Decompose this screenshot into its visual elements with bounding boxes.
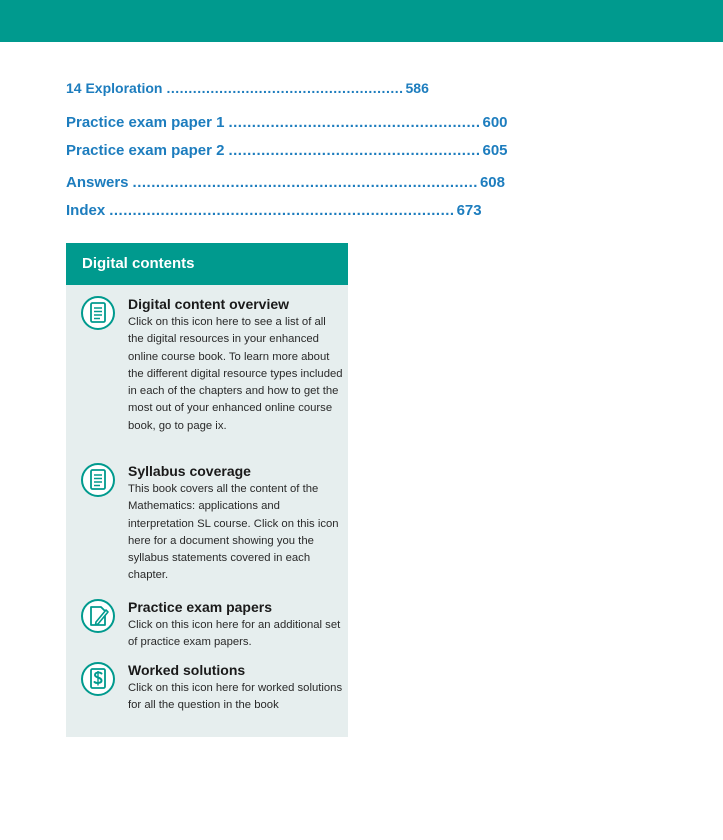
- document-icon[interactable]: [80, 462, 116, 498]
- toc-entry-answers[interactable]: [66, 174, 505, 191]
- toc-leader: ......................................................: [228, 142, 481, 159]
- toc-page-number: 600: [482, 114, 508, 131]
- toc-entry-exploration[interactable]: [66, 80, 429, 96]
- toc-page-number: 608: [479, 174, 505, 191]
- panel-title: Digital contents: [66, 243, 348, 285]
- toc-label: 14 Exploration: [66, 80, 163, 96]
- toc-label: Answers: [66, 174, 129, 191]
- item-title: Digital content overview: [128, 296, 290, 312]
- toc-leader: ..........................................................................: [132, 174, 478, 191]
- exam-paper-pen-icon[interactable]: [80, 598, 116, 634]
- item-description: Click on this icon here for worked solutions for all the question in the book: [128, 682, 343, 712]
- item-title: Syllabus coverage: [128, 463, 251, 479]
- toc-label: Practice exam paper 2: [66, 142, 225, 159]
- toc-entry-practice-exam-paper-2[interactable]: [66, 142, 508, 159]
- toc-leader: ..........................................................................: [109, 202, 455, 219]
- toc-leader: ......................................................: [166, 80, 404, 96]
- item-title: Practice exam papers: [128, 599, 272, 615]
- toc-leader: ......................................................: [228, 114, 481, 131]
- item-title: Worked solutions: [128, 662, 246, 678]
- toc-label: Index: [66, 202, 106, 219]
- item-description: This book covers all the content of the Mathematics: applications and interpretation SL course. Click on this icon here for a document showing you the syllabus statements covered in each chapter.: [128, 483, 339, 582]
- item-description: Click on this icon here for an additional set of practice exam papers.: [128, 619, 341, 649]
- document-icon[interactable]: [80, 295, 116, 331]
- toc-page-number: 605: [482, 142, 508, 159]
- header-bar: [0, 0, 723, 42]
- toc-entry-index[interactable]: [66, 202, 482, 219]
- worked-solutions-icon[interactable]: [80, 661, 116, 697]
- item-description: Click on this icon here to see a list of all the digital resources in your enhanced online course book. To learn more about the different digital resource types included in each of the chapters and how to get the most out of your enhanced online course book, go to page ix.: [128, 316, 343, 432]
- toc-entry-practice-exam-paper-1[interactable]: [66, 114, 508, 131]
- toc-page-number: 586: [405, 80, 429, 96]
- toc-label: Practice exam paper 1: [66, 114, 225, 131]
- digital-contents-panel: [66, 243, 348, 737]
- toc-page-number: 673: [456, 202, 482, 219]
